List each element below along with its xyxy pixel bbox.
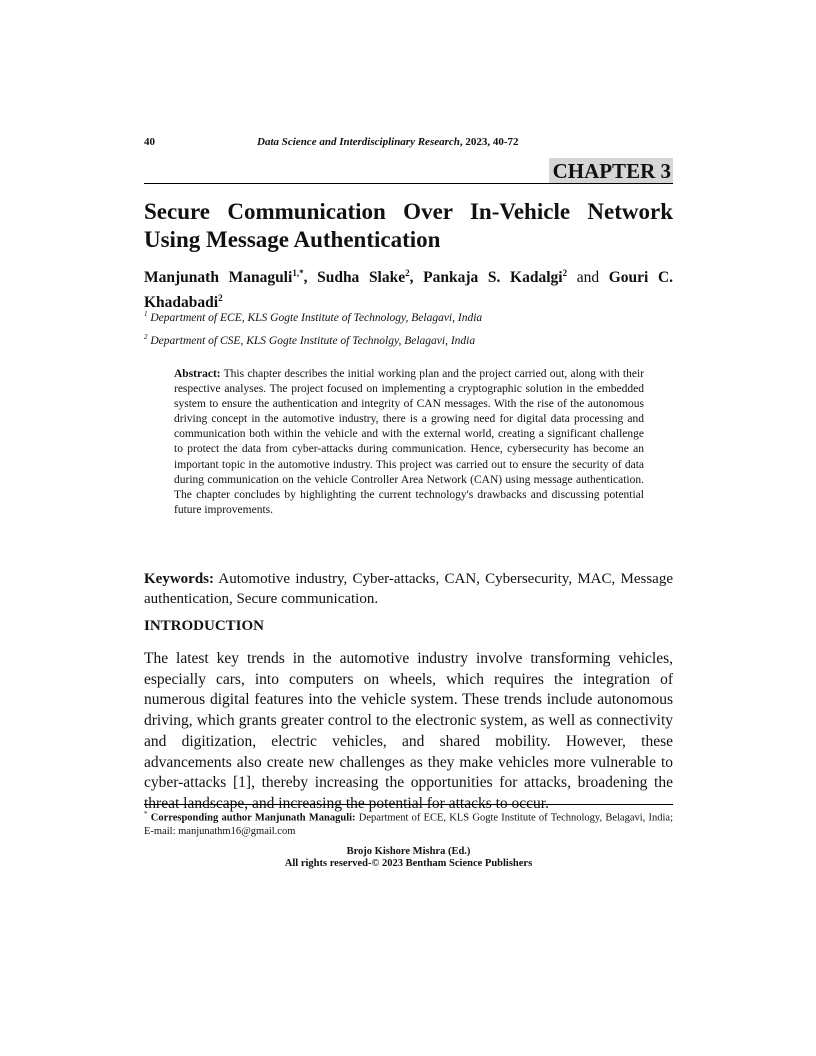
abstract — [174, 367, 644, 518]
author-name: Sudha Slake — [317, 269, 406, 287]
section-heading: INTRODUCTION — [144, 618, 265, 634]
keywords-text: Automotive industry, Cyber-attacks, CAN, Cybersecurity, MAC, Message authentication, Secure communication. — [144, 571, 673, 607]
paper-title: Secure Communication Over In-Vehicle Network Using Message Authentication — [144, 199, 673, 252]
affiliation-text: Department of ECE, KLS Gogte Institute of Technology, Belagavi, India — [150, 311, 483, 324]
affiliation-text: Department of CSE, KLS Gogte Institute of Technolgy, Belagavi, India — [150, 334, 476, 347]
affiliation-item — [144, 305, 673, 328]
publisher-imprint — [144, 846, 673, 870]
abstract-text: This chapter describes the initial working plan and the project carried out, along with their respective analyses. The project focused on implementing a cryptographic solution in the embedded system to ensure the authentication and integrity of CAN messages. With the rise of the autonomous driving concept in the automotive industry, there is a growing need for digital data processing and communication both within the vehicle and with the external world, creating a significant challenge to protect the data from cyber-attacks during communication. Hence, cybersecurity has become an important topic in the automotive industry. This project was carried out to ensure the security of data during communication on the vehicle Controller Area Network (CAN) using message authentication. The chapter concludes by highlighting the current technology's drawbacks and discussing potential future improvements. — [174, 368, 645, 516]
affiliation-sup: 2 — [144, 332, 148, 341]
author-name: Gouri C. Khadabadi — [144, 269, 674, 312]
affiliation-item — [144, 328, 673, 351]
abstract-label: Abstract: — [174, 368, 221, 380]
affiliation-list — [144, 305, 673, 351]
author-name: Manjunath Managuli — [144, 269, 293, 287]
keywords — [144, 569, 673, 609]
chapter-rule — [144, 183, 673, 184]
footnote-marker: * — [144, 810, 148, 818]
rights-line: All rights reserved-© 2023 Bentham Science Publishers — [284, 858, 533, 869]
footnote-text: Department of ECE, KLS Gogte Institute of Technology, Belagavi, India; E-mail: manjunathm16@gmail.com — [144, 812, 674, 837]
page-number: 40 — [144, 136, 155, 148]
keywords-label: Keywords: — [144, 571, 214, 587]
affiliation-sup: 1 — [144, 310, 148, 318]
author-affiliation-sup: 2 — [562, 268, 568, 278]
journal-details: , 2023, 40-72 — [459, 136, 519, 148]
author-separator: , — [303, 269, 318, 287]
author-separator: , — [409, 269, 424, 287]
author-conjunction: and — [567, 269, 609, 287]
journal-reference — [257, 136, 519, 148]
author-affiliation-sup: 2 — [218, 293, 223, 304]
chapter-label: CHAPTER 3 — [549, 158, 673, 183]
author-affiliation-sup: 1,* — [292, 268, 304, 278]
author-name: Pankaja S. Kadalgi — [423, 269, 563, 287]
author-affiliation-sup: 2 — [405, 268, 410, 278]
footnote — [144, 808, 673, 839]
body-paragraph: The latest key trends in the automotive industry involve transforming vehicles, especially cars, into computers on wheels, which requires the integration of numerous digital features into the vehicle system. These trends include autonomous driving, which grants greater control to the electronic system, as well as connectivity and digitization, electric vehicles, and shared mobility. However, these advancements also create new challenges as they make vehicles more vulnerable to cyber-attacks [1], thereby increasing the opportunities for attacks, broadening the threat landscape, and increasing the potential for attacks to occur. — [144, 650, 673, 812]
editor-line: Brojo Kishore Mishra (Ed.) — [346, 846, 471, 857]
running-head — [144, 136, 673, 152]
footnote-label: Corresponding author Manjunath Managuli: — [150, 812, 356, 824]
journal-name: Data Science and Interdisciplinary Research — [257, 136, 460, 148]
footnote-rule — [144, 804, 673, 805]
